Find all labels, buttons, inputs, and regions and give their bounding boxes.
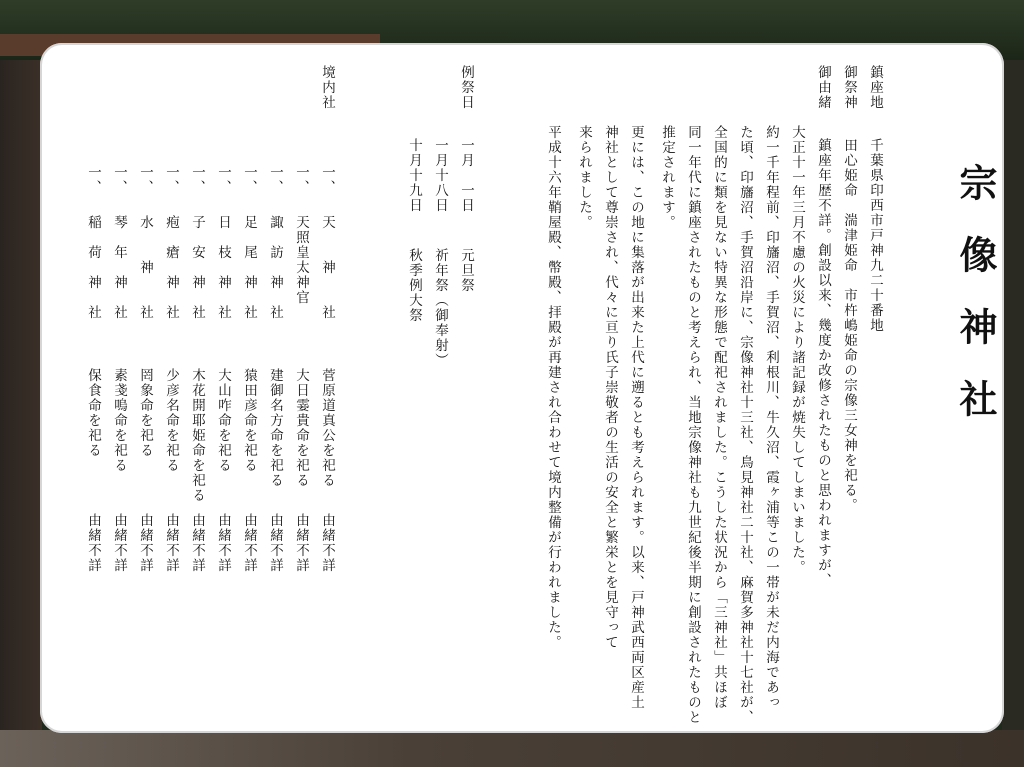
subshrine-name: 疱 瘡 神 社 (163, 215, 179, 320)
subshrine-mark: 一、 (215, 165, 231, 195)
origin-line: 鎮座年歴不詳。創設以来、幾度か改修されたものと思われますが、 (815, 138, 831, 588)
subshrine-name: 諏 訪 神 社 (267, 215, 283, 320)
subshrine-note: 由緒不詳 (137, 513, 153, 573)
origin-line: 来られました。 (576, 125, 592, 230)
subshrine-mark: 一、 (111, 165, 127, 195)
label-origin: 御由緒 (815, 65, 831, 110)
shrine-signboard (40, 43, 1004, 733)
subshrine-note: 由緒不詳 (241, 513, 257, 573)
subshrine-name: 稲 荷 神 社 (85, 215, 101, 320)
subshrine-deity: 保食命を祀る (85, 368, 101, 458)
label-subshrines: 境内社 (319, 65, 335, 110)
subshrine-name: 水 神 社 (137, 215, 153, 320)
festival-name: 元旦祭 (458, 248, 474, 293)
location-text: 千葉県印西市戸神九二十番地 (867, 138, 883, 333)
subshrine-mark: 一、 (319, 165, 335, 195)
origin-line: 神社として尊崇され、代々に亘り氏子崇敬者の生活の安全と繁栄とを見守って (602, 125, 618, 650)
subshrine-name: 足 尾 神 社 (241, 215, 257, 320)
subshrine-mark: 一、 (163, 165, 179, 195)
subshrine-deity: 猿田彦命を祀る (241, 368, 257, 473)
subshrine-note: 由緒不詳 (85, 513, 101, 573)
background-post (0, 60, 42, 767)
origin-line: 同一年代に鎮座されたものと考えられ、当地宗像神社も九世紀後半期に創設されたものと (685, 125, 701, 725)
subshrine-name: 子 安 神 社 (189, 215, 205, 320)
subshrine-mark: 一、 (189, 165, 205, 195)
subshrine-mark: 一、 (293, 165, 309, 195)
subshrine-note: 由緒不詳 (319, 513, 335, 573)
subshrine-mark: 一、 (267, 165, 283, 195)
origin-line: 推定されます。 (659, 125, 675, 230)
subshrine-mark: 一、 (137, 165, 153, 195)
background-edge (1002, 60, 1024, 767)
subshrine-name: 日 枝 神 社 (215, 215, 231, 320)
origin-line: 大正十一年三月不慮の火災により諸記録が焼失してしまいました。 (789, 125, 805, 575)
label-location: 鎮座地 (867, 65, 883, 110)
festival-date: 一月十八日 (432, 138, 448, 213)
subshrine-deity: 建御名方命を祀る (267, 368, 283, 488)
subshrine-name: 天 神 社 (319, 215, 335, 320)
deities-text: 田心姫命 湍津姫命 市杵嶋姫命の宗像三女神を祀る。 (841, 138, 857, 513)
subshrine-note: 由緒不詳 (111, 513, 127, 573)
subshrine-mark: 一、 (241, 165, 257, 195)
background-ground (0, 730, 1024, 767)
subshrine-name: 天照皇太神官 (293, 215, 309, 305)
label-deities: 御祭神 (841, 65, 857, 110)
origin-line: 更には、この地に集落が出来た上代に遡るとも考えられます。以来、戸神武西両区産土 (628, 125, 644, 710)
origin-line: た頃、印旛沼、手賀沼沿岸に、宗像神社十三社、鳥見神社二十社、麻賀多神社十七社が、 (737, 125, 753, 725)
subshrine-note: 由緒不詳 (189, 513, 205, 573)
origin-line: 平成十六年鞘屋殿、幣殿、拝殿が再建され合わせて境内整備が行われました。 (545, 125, 561, 650)
subshrine-deity: 素戔嗚命を祀る (111, 368, 127, 473)
subshrine-note: 由緒不詳 (267, 513, 283, 573)
subshrine-deity: 木花開耶姫命を祀る (189, 368, 205, 503)
subshrine-note: 由緒不詳 (215, 513, 231, 573)
subshrine-note: 由緒不詳 (293, 513, 309, 573)
subshrine-deity: 大山咋命を祀る (215, 368, 231, 473)
festival-date: 十月十九日 (406, 138, 422, 213)
festival-date: 一月 一日 (458, 138, 474, 213)
festival-name: 祈年祭（御奉射） (432, 248, 448, 368)
subshrine-deity: 少彦名命を祀る (163, 368, 179, 473)
festival-name: 秋季例大祭 (406, 248, 422, 323)
sign-title: 宗像神社 (953, 163, 998, 451)
origin-line: 全国的に類を見ない特異な形態で配祀されました。こうした状況から「三神社」共ほぼ (711, 125, 727, 710)
subshrine-mark: 一、 (85, 165, 101, 195)
subshrine-note: 由緒不詳 (163, 513, 179, 573)
subshrine-deity: 菅原道真公を祀る (319, 368, 335, 488)
origin-line: 約一千年程前、印旛沼、手賀沼、利根川、牛久沼、霞ヶ浦等この一帯が未だ内海であっ (763, 125, 779, 710)
label-festivals: 例祭日 (458, 65, 474, 110)
subshrine-deity: 大日霎貴命を祀る (293, 368, 309, 488)
subshrine-name: 琴 年 神 社 (111, 215, 127, 320)
subshrine-deity: 罔象命を祀る (137, 368, 153, 458)
